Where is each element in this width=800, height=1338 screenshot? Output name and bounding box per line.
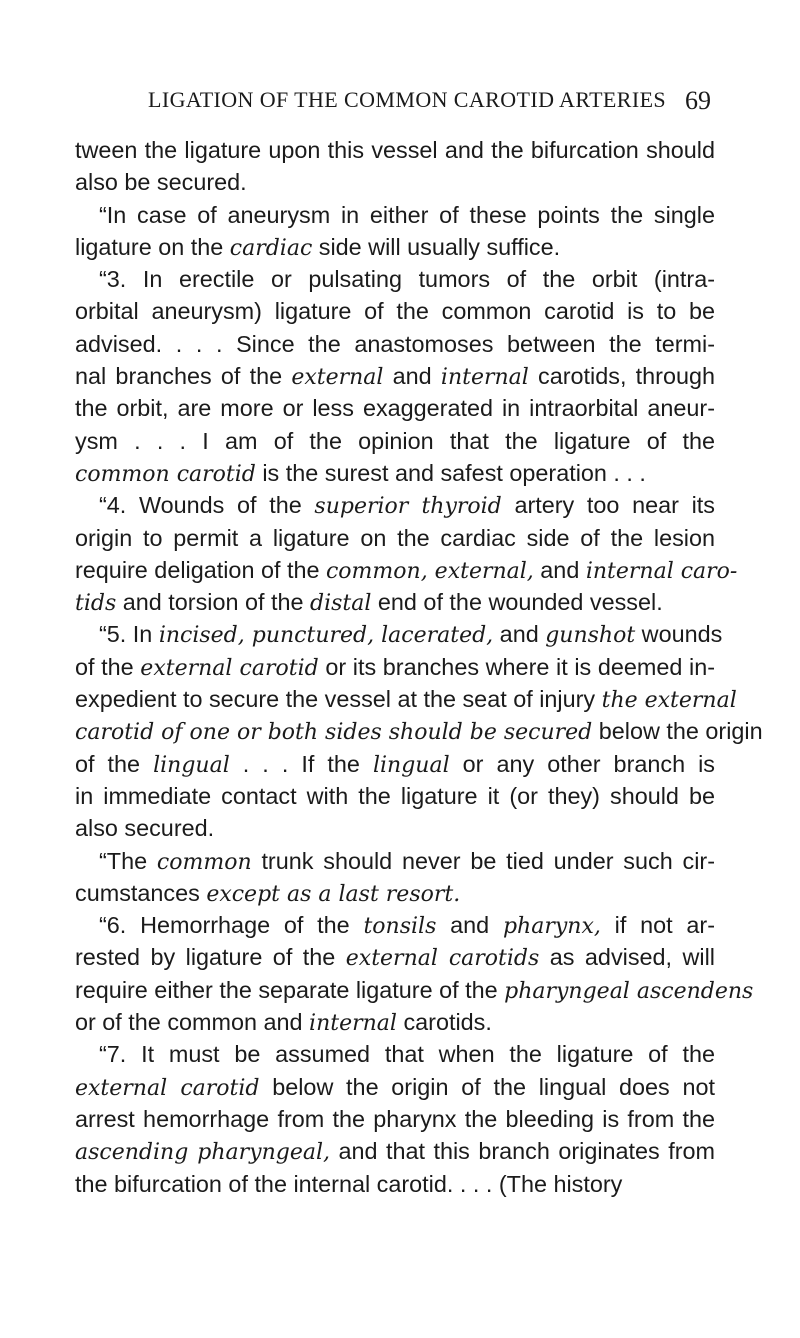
text-run: tween the ligature upon this vessel and the bifurcation should	[75, 137, 715, 163]
italic-text: ascending pharyngeal,	[75, 1140, 330, 1166]
italic-text: gunshot	[545, 623, 636, 649]
italic-text: the external	[601, 688, 737, 714]
text-run: trunk should never be tied under such cir-	[251, 847, 716, 874]
text-line	[75, 457, 715, 489]
italic-text: carotid of one or both sides should be secured	[75, 720, 593, 746]
text-line	[75, 974, 754, 1006]
text-run: of the	[75, 750, 154, 777]
text-run: carotids, through	[528, 363, 715, 390]
italic-text: common carotid	[75, 461, 256, 487]
italic-text: external carotids	[345, 946, 540, 972]
text-line	[75, 780, 715, 812]
text-run: origin to permit a ligature on the cardiac side of the lesion	[75, 524, 715, 551]
italic-text: pharyngeal ascendens	[504, 978, 754, 1004]
italic-text: superior thyroid	[314, 494, 502, 520]
text-run: as advised, will	[539, 944, 715, 971]
text-run: the orbit, are more or less exaggerated in intraorbital aneur-	[75, 395, 715, 422]
text-run: carotids.	[396, 1009, 492, 1036]
text-line	[75, 166, 715, 198]
text-run: end of the wounded vessel.	[371, 589, 663, 616]
text-run: and torsion of the	[116, 589, 310, 616]
italic-text: pharynx,	[502, 914, 601, 940]
italic-text: external	[291, 365, 384, 391]
text-run: orbital aneurysm) ligature of the common carotid is to be	[75, 298, 715, 325]
text-line	[75, 877, 715, 909]
text-run: “4. Wounds of the	[99, 492, 315, 519]
italic-text: tonsils	[363, 914, 437, 940]
text-run: and	[493, 621, 546, 648]
text-run: arrest hemorrhage from the pharynx the bleeding is from the	[75, 1105, 715, 1132]
text-run: rested by ligature of the	[75, 944, 346, 971]
text-line	[75, 199, 715, 231]
italic-text: tids	[75, 591, 117, 617]
italic-text: internal caro-	[585, 558, 738, 584]
text-line	[75, 1103, 715, 1135]
italic-text: distal	[310, 591, 372, 617]
text-run: the bifurcation of the internal carotid. . . . (The history	[75, 1170, 623, 1197]
text-run: and that this branch originates from	[330, 1138, 716, 1165]
text-line	[75, 263, 715, 295]
italic-text: cardiac	[229, 235, 313, 261]
text-run: “In case of aneurysm in either of these points the single	[99, 201, 715, 228]
text-line	[75, 715, 763, 747]
text-run: ligature on the	[75, 233, 230, 260]
text-run: require deligation of the	[75, 556, 326, 583]
text-line	[75, 941, 715, 973]
running-title: LIGATION OF THE COMMON CAROTID ARTERIES	[148, 87, 667, 112]
text-run: also secured.	[75, 815, 215, 842]
text-line	[75, 1006, 715, 1038]
text-line	[75, 134, 715, 166]
text-run: wounds	[635, 621, 723, 648]
text-run: if not ar-	[600, 912, 715, 939]
text-line	[75, 360, 715, 392]
text-line	[75, 295, 715, 327]
text-line	[75, 651, 715, 683]
text-run: “3. In erectile or pulsating tumors of the orbit (intra-	[99, 266, 715, 293]
text-run: expedient to secure the vessel at the seat of injury	[75, 686, 602, 713]
text-line	[75, 909, 715, 941]
text-line	[75, 586, 715, 618]
text-line	[75, 489, 715, 521]
text-line	[75, 554, 738, 586]
text-line	[75, 1038, 715, 1070]
italic-text: external carotid	[75, 1075, 260, 1101]
text-line	[75, 1135, 715, 1167]
text-run: and	[383, 363, 441, 390]
italic-text: external carotid	[140, 655, 319, 681]
text-run: and	[533, 556, 586, 583]
text-run: is the surest and safest operation . . .	[255, 459, 646, 486]
text-run: require either the separate ligature of the	[75, 976, 505, 1003]
text-run: ysm . . . I am of the opinion that the ligature of the	[75, 427, 715, 454]
italic-text: incised, punctured, lacerated,	[158, 623, 494, 649]
body-text	[75, 134, 763, 1200]
text-run: “7. It must be assumed that when the ligature of the	[99, 1041, 715, 1068]
italic-text: common	[156, 849, 252, 875]
text-run: or its branches where it is deemed in-	[318, 653, 715, 680]
text-run: in immediate contact with the ligature it (or they) should be	[75, 782, 715, 809]
page-number: 69	[685, 86, 711, 115]
text-run: below the origin of the lingual does not	[259, 1073, 715, 1100]
text-run: or of the common and	[75, 1009, 310, 1036]
text-run: advised. . . . Since the anastomoses between the termi-	[75, 330, 715, 357]
text-line	[75, 425, 715, 457]
text-line	[75, 392, 715, 424]
text-line	[75, 748, 715, 780]
italic-text: lingual	[372, 752, 450, 778]
italic-text: common, external,	[325, 558, 534, 584]
text-line	[75, 231, 715, 263]
italic-text: internal	[309, 1011, 397, 1037]
text-line	[75, 683, 737, 715]
text-run: also be secured.	[75, 169, 247, 196]
italic-text: internal	[440, 365, 529, 391]
text-run: “5. In	[99, 621, 159, 648]
italic-text: lingual	[153, 752, 230, 778]
text-run: of the	[75, 653, 141, 680]
text-run: “The	[99, 847, 157, 874]
text-run: “6. Hemorrhage of the	[99, 912, 364, 939]
text-run: . . . If the	[229, 750, 373, 777]
text-line	[75, 845, 715, 877]
page-header	[148, 87, 711, 121]
text-line	[75, 522, 715, 554]
text-run: nal branches of the	[75, 363, 292, 390]
text-run: below the origin	[592, 718, 763, 745]
text-run: side will usually suffice.	[312, 233, 561, 260]
italic-text: except as a last resort.	[206, 881, 461, 907]
text-run: or any other branch is	[449, 750, 715, 777]
text-line	[75, 812, 715, 844]
text-run: artery too near its	[501, 492, 715, 519]
text-run: and	[436, 912, 503, 939]
text-line	[75, 328, 715, 360]
text-line	[75, 1168, 715, 1200]
text-line	[75, 618, 723, 650]
text-line	[75, 1071, 715, 1103]
text-run: cumstances	[75, 879, 207, 906]
